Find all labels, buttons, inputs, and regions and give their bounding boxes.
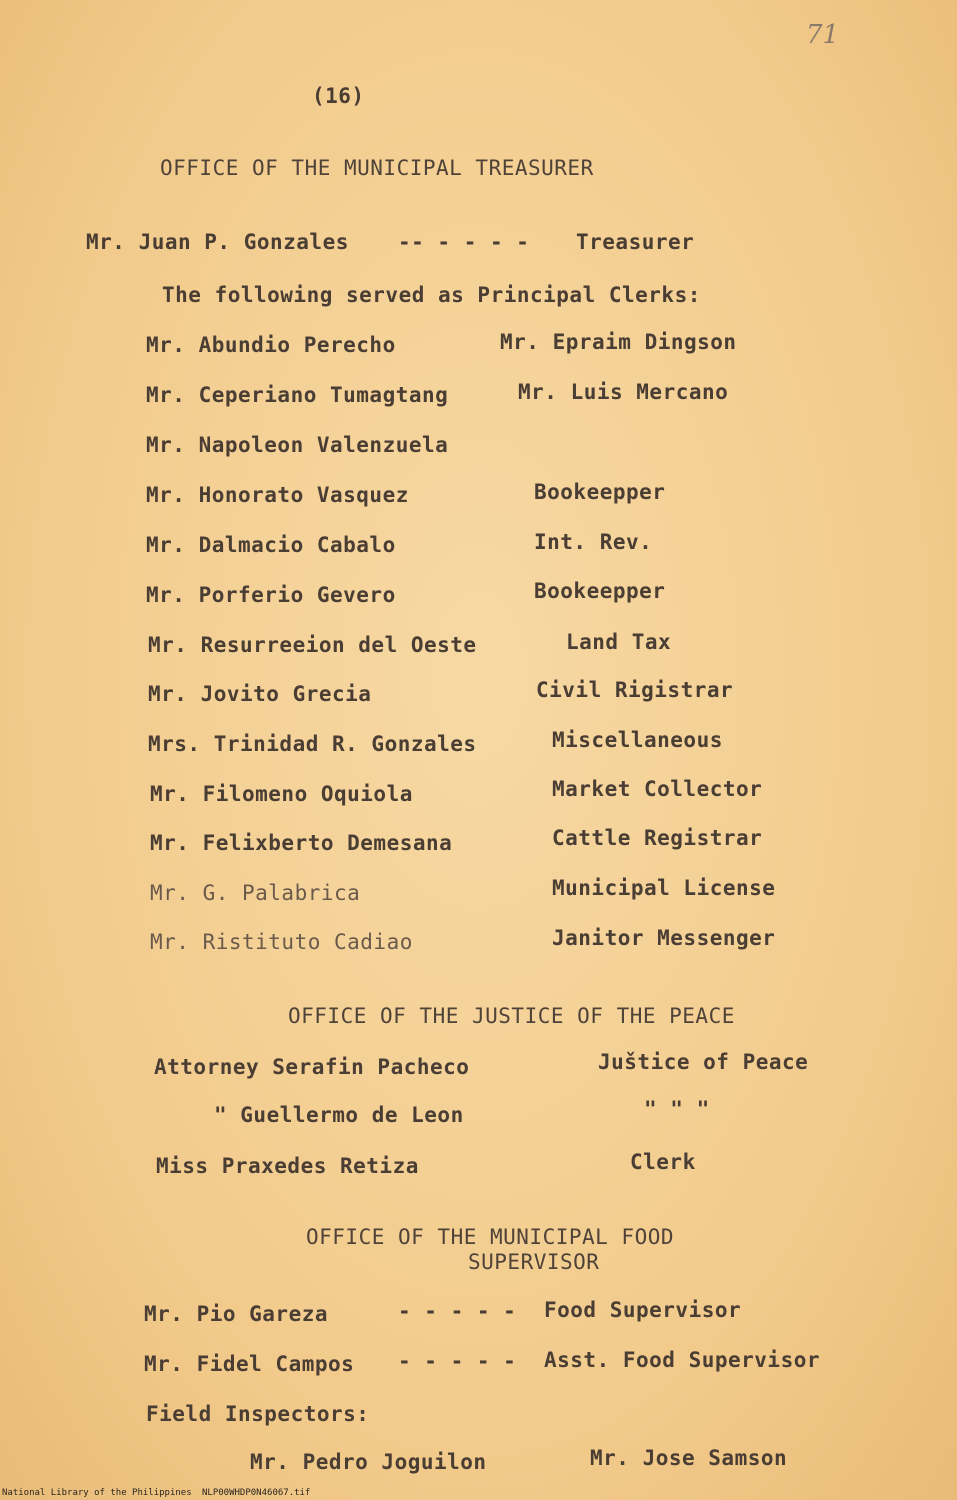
staff-name: Mr. Porferio Gevero xyxy=(146,583,396,607)
justice-row-role: Clerk xyxy=(630,1150,696,1174)
staff-name: Mr. Filomeno Oquiola xyxy=(150,782,413,806)
clerks-intro: The following served as Principal Clerks: xyxy=(162,283,701,307)
staff-role: Land Tax xyxy=(566,630,672,654)
food-row-role: Asst. Food Supervisor xyxy=(544,1348,821,1372)
staff-name: Mr. G. Palabrica xyxy=(150,881,361,905)
treasurer-name: Mr. Juan P. Gonzales xyxy=(86,230,349,254)
clerk-right: Mr. Luis Mercano xyxy=(518,380,729,404)
staff-name: Mr. Jovito Grecia xyxy=(148,682,372,706)
staff-role: Bookeepper xyxy=(534,579,666,603)
staff-role: Cattle Registrar xyxy=(552,826,763,850)
staff-role: Bookeepper xyxy=(534,480,666,504)
clerk-left: Mr. Abundio Perecho xyxy=(146,333,396,357)
justice-section-title: OFFICE OF THE JUSTICE OF THE PEACE xyxy=(288,1004,735,1028)
staff-name: Mr. Honorato Vasquez xyxy=(146,483,409,507)
justice-row-role: Juštice of Peace xyxy=(598,1050,809,1074)
justice-row-name: Attorney Serafin Pacheco xyxy=(154,1055,470,1079)
food-section-title-line1: OFFICE OF THE MUNICIPAL FOOD xyxy=(306,1225,675,1249)
staff-name: Mr. Felixberto Demesana xyxy=(150,831,453,855)
treasurer-dashes: -- - - - - xyxy=(398,230,530,254)
footer-file-id: NLP00WHDP0N46067.tif xyxy=(202,1488,311,1498)
food-section-title-line2: SUPERVISOR xyxy=(468,1250,600,1274)
staff-name: Mr. Dalmacio Cabalo xyxy=(146,533,396,557)
footer-library: National Library of the Philippines xyxy=(2,1488,192,1498)
field-inspectors-label: Field Inspectors: xyxy=(146,1402,370,1426)
staff-role: Int. Rev. xyxy=(534,530,653,554)
staff-role: Miscellaneous xyxy=(552,728,723,752)
clerk-right: Mr. Epraim Dingson xyxy=(500,330,737,354)
staff-role: Municipal License xyxy=(552,876,776,900)
food-row-dashes: - - - - - xyxy=(398,1299,517,1323)
food-row-name: Mr. Fidel Campos xyxy=(144,1352,355,1376)
staff-name: Mr. Ristituto Cadiao xyxy=(150,930,413,954)
inspector-right: Mr. Jose Samson xyxy=(590,1446,788,1470)
clerk-left: Mr. Ceperiano Tumagtang xyxy=(146,383,449,407)
staff-name: Mr. Resurreeion del Oeste xyxy=(148,633,477,657)
food-row-dashes: - - - - - xyxy=(398,1349,517,1373)
staff-role: Market Collector xyxy=(552,777,763,801)
staff-role: Civil Rigistrar xyxy=(536,678,734,702)
staff-name: Mrs. Trinidad R. Gonzales xyxy=(148,732,477,756)
food-row-role: Food Supervisor xyxy=(544,1298,742,1322)
treasurer-section-title: OFFICE OF THE MUNICIPAL TREASURER xyxy=(160,156,594,180)
justice-row-role: " " " xyxy=(644,1097,710,1121)
justice-row-name: Miss Praxedes Retiza xyxy=(156,1154,419,1178)
treasurer-role: Treasurer xyxy=(576,230,695,254)
handwritten-page-mark: 71 xyxy=(806,20,840,50)
clerk-left: Mr. Napoleon Valenzuela xyxy=(146,433,449,457)
page-number: (16) xyxy=(312,84,365,108)
staff-role: Janitor Messenger xyxy=(552,926,776,950)
food-row-name: Mr. Pio Gareza xyxy=(144,1302,329,1326)
inspector-left: Mr. Pedro Joguilon xyxy=(250,1450,487,1474)
justice-row-name: " Guellermo de Leon xyxy=(214,1103,464,1127)
